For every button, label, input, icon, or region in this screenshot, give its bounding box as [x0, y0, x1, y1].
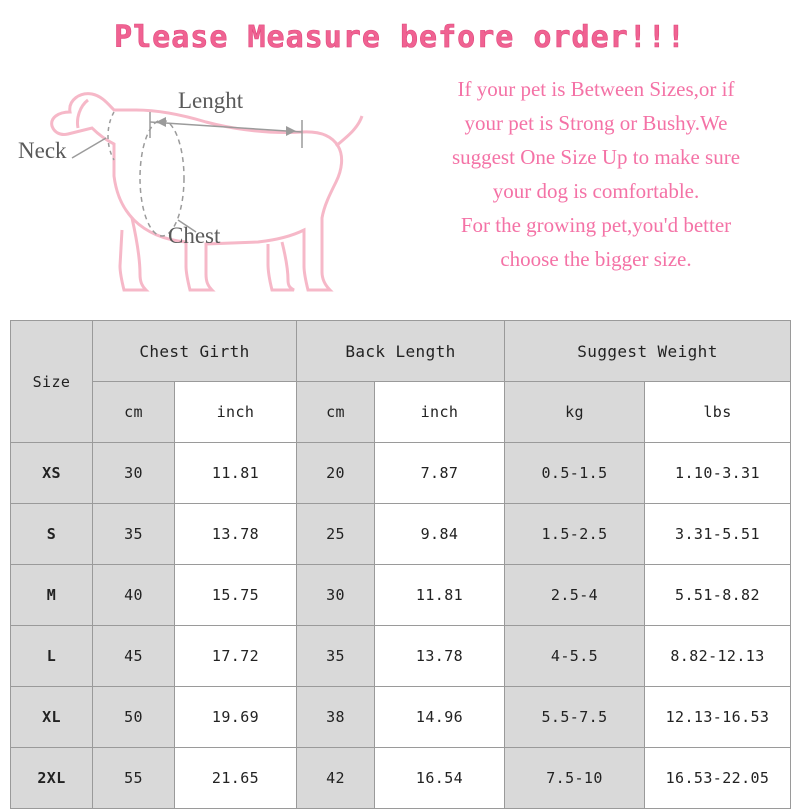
cell-chest-in: 17.72	[175, 626, 297, 687]
note-line-5: For the growing pet,you'd better	[460, 213, 732, 237]
cell-chest-cm: 50	[93, 687, 175, 748]
header-chest-inch: inch	[175, 382, 297, 443]
cell-back-in: 16.54	[375, 748, 505, 809]
cell-weight-kg: 5.5-7.5	[505, 687, 645, 748]
cell-back-cm: 42	[297, 748, 375, 809]
table-row	[11, 748, 791, 809]
cell-weight-kg: 4-5.5	[505, 626, 645, 687]
table-row	[11, 565, 791, 626]
cell-back-in: 11.81	[375, 565, 505, 626]
table-row	[11, 443, 791, 504]
cell-size: L	[11, 626, 93, 687]
header-back-cm: cm	[297, 382, 375, 443]
note-line-1: If your pet is Between Sizes,or if	[457, 77, 735, 101]
cell-size: XS	[11, 443, 93, 504]
size-chart-table	[10, 320, 791, 809]
cell-chest-in: 21.65	[175, 748, 297, 809]
table-row	[11, 687, 791, 748]
cell-chest-in: 13.78	[175, 504, 297, 565]
table-group-header-row	[11, 321, 791, 382]
header-back-length: Back Length	[297, 321, 505, 382]
header-suggest-weight: Suggest Weight	[505, 321, 791, 382]
cell-weight-kg: 0.5-1.5	[505, 443, 645, 504]
table-row	[11, 504, 791, 565]
note-line-2: your pet is Strong or Bushy.We	[464, 111, 728, 135]
cell-back-cm: 38	[297, 687, 375, 748]
cell-chest-cm: 30	[93, 443, 175, 504]
header-size: Size	[11, 321, 93, 443]
cell-back-in: 14.96	[375, 687, 505, 748]
header-weight-lbs: lbs	[645, 382, 791, 443]
table-unit-header-row	[11, 382, 791, 443]
cell-size: S	[11, 504, 93, 565]
label-neck: Neck	[18, 138, 67, 163]
cell-back-cm: 25	[297, 504, 375, 565]
cell-weight-lbs: 16.53-22.05	[645, 748, 791, 809]
page-title: Please Measure before order!!!	[114, 20, 686, 55]
cell-back-in: 13.78	[375, 626, 505, 687]
cell-back-cm: 30	[297, 565, 375, 626]
cell-weight-lbs: 1.10-3.31	[645, 443, 791, 504]
cell-chest-cm: 35	[93, 504, 175, 565]
cell-weight-lbs: 12.13-16.53	[645, 687, 791, 748]
cell-chest-in: 19.69	[175, 687, 297, 748]
cell-size: M	[11, 565, 93, 626]
cell-back-cm: 20	[297, 443, 375, 504]
sizing-note	[396, 72, 796, 276]
cell-chest-cm: 40	[93, 565, 175, 626]
header-chest-girth: Chest Girth	[93, 321, 297, 382]
cell-chest-in: 11.81	[175, 443, 297, 504]
cell-weight-lbs: 3.31-5.51	[645, 504, 791, 565]
cell-size: 2XL	[11, 748, 93, 809]
note-line-4: your dog is comfortable.	[492, 179, 700, 203]
table-row	[11, 626, 791, 687]
cell-back-in: 7.87	[375, 443, 505, 504]
label-length: Lenght	[178, 88, 244, 113]
cell-weight-kg: 1.5-2.5	[505, 504, 645, 565]
header-chest-cm: cm	[93, 382, 175, 443]
cell-back-in: 9.84	[375, 504, 505, 565]
header-weight-kg: kg	[505, 382, 645, 443]
label-chest: Chest	[168, 223, 221, 248]
cell-weight-lbs: 5.51-8.82	[645, 565, 791, 626]
cell-weight-kg: 2.5-4	[505, 565, 645, 626]
note-line-6: choose the bigger size.	[500, 247, 692, 271]
cell-weight-lbs: 8.82-12.13	[645, 626, 791, 687]
dog-measurement-illustration	[10, 60, 390, 310]
cell-size: XL	[11, 687, 93, 748]
cell-chest-in: 15.75	[175, 565, 297, 626]
note-line-3: suggest One Size Up to make sure	[451, 145, 741, 169]
header-back-inch: inch	[375, 382, 505, 443]
cell-chest-cm: 45	[93, 626, 175, 687]
cell-weight-kg: 7.5-10	[505, 748, 645, 809]
cell-back-cm: 35	[297, 626, 375, 687]
cell-chest-cm: 55	[93, 748, 175, 809]
